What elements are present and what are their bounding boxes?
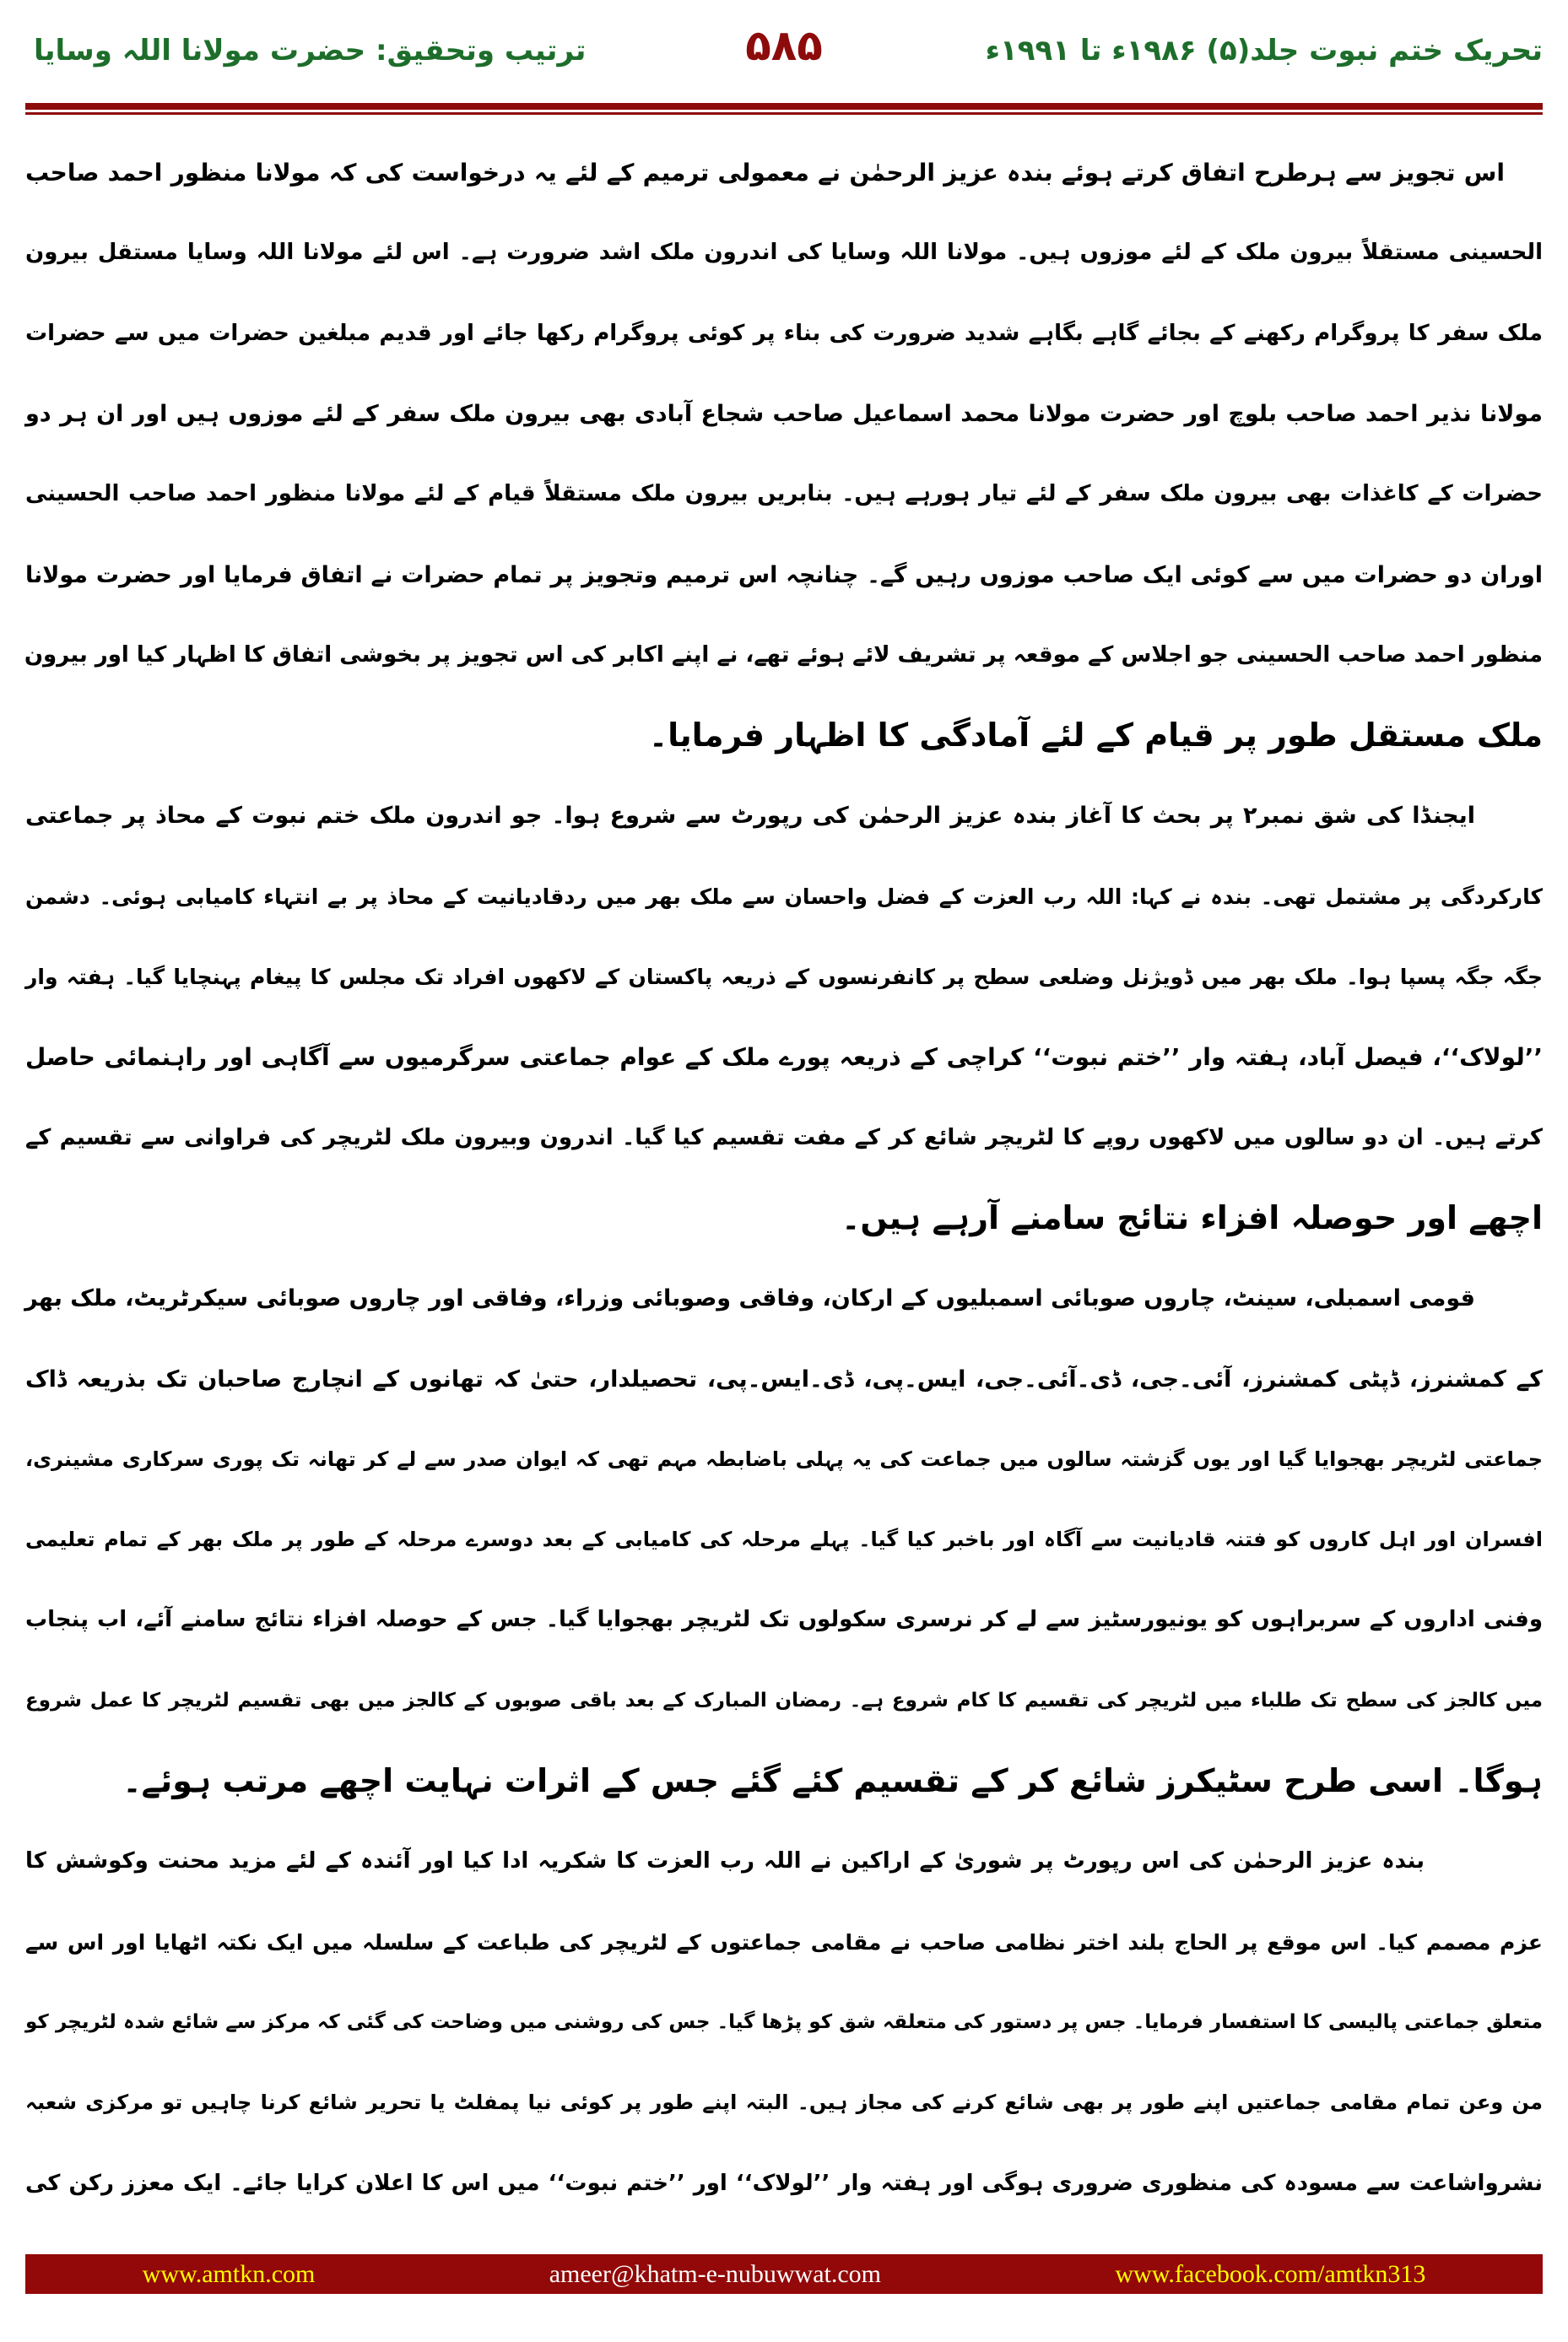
text-line: قومی اسمبلی، سینٹ، چاروں صوبائی اسمبلیوں کے ارکان، وفاقی وصوبائی وزراء، وفاقی اور چاروں صوبائی سیکرٹریٹ، ملک بھر: [24, 1285, 1475, 1312]
text-line: کارکردگی پر مشتمل تھی۔ بندہ نے کہا: اللہ رب العزت کے فضل واحسان سے ملک بھر میں ردقادیانیت کے محاذ پر بے انتہاء کامیابی ہوئی۔ دشمن: [25, 884, 1543, 909]
text-line: حضرات کے کاغذات بھی بیرون ملک سفر کے لئے تیار ہورہے ہیں۔ بنابریں بیرون ملک مستقلاً قیام کے لئے مولانا منظور احمد صاحب الحسینی: [25, 481, 1543, 507]
facebook-link[interactable]: www.facebook.com/amtkn313: [1115, 2259, 1426, 2288]
text-line: میں کالجز کی سطح تک طلباء میں لٹریچر کی تقسیم کا کام شروع ہے۔ رمضان المبارک کے بعد باقی صوبوں کے کالجز میں بھی تقسیم لٹریچر کا عمل شروع: [25, 1689, 1543, 1712]
text-line: ایجنڈا کی شق نمبر۲ پر بحث کا آغاز بندہ عزیز الرحمٰن کی رپورٹ سے شروع ہوا۔ جو اندرون ملک ختم نبوت کے محاذ پر جماعتی: [25, 803, 1476, 830]
text-line: الحسینی مستقلاً بیرون ملک کے لئے موزوں ہیں۔ مولانا اللہ وسایا کی اندرون ملک اشد ضرورت ہے۔ اس لئے مولانا اللہ وسایا مستقل بیرون: [25, 240, 1543, 266]
text-line: منظور احمد صاحب الحسینی جو اجلاس کے موقعہ پر تشریف لائے ہوئے تھے، نے اپنے اکابر کی اس تجویز پر بخوشی اتفاق کا اظہار کیا اور بیرون: [24, 641, 1543, 668]
text-line: کے کمشنرز، ڈپٹی کمشنرز، آئی۔جی، ڈی۔آئی۔جی، ایس۔پی، ڈی۔ایس۔پی، تحصیلدار، حتیٰ کہ تھانوں کے انچارج صاحبان تک بذریعہ ڈاک: [25, 1366, 1543, 1393]
text-line: اوران دو حضرات میں سے کوئی ایک صاحب موزوں رہیں گے۔ چنانچہ اس ترمیم وتجویز پر تمام حضرات نے اتفاق فرمایا اور حضرت مولانا: [25, 561, 1543, 588]
header-divider-thin: [25, 112, 1543, 115]
text-line: مولانا نذیر احمد صاحب بلوچ اور حضرت مولانا محمد اسماعیل صاحب شجاع آبادی بھی بیرون ملک سفر کے لئے موزوں ہیں اور ان ہر دو: [25, 400, 1543, 427]
text-line: وفنی اداروں کے سربراہوں کو یونیورسٹیز سے لے کر نرسری سکولوں تک لٹریچر بھجوایا گیا۔ جس کے حوصلہ افزاء نتائج سامنے آئے، اب پنجاب: [25, 1607, 1543, 1633]
website-link[interactable]: www.amtkn.com: [142, 2259, 316, 2288]
text-line: جگہ جگہ پسپا ہوا۔ ملک بھر میں ڈویژنل وضلعی سطح پر کانفرنسوں کے ذریعہ پاکستان کے لاکھوں افراد تک مجلس کا پیغام پہنچایا گیا۔ ہفتہ وار: [25, 965, 1543, 989]
text-line: افسران اور اہل کاروں کو فتنہ قادیانیت سے آگاہ اور باخبر کیا گیا۔ پہلے مرحلہ کی کامیابی کے بعد دوسرے مرحلہ کے طور پر ملک بھر کے تمام تعلیمی: [25, 1528, 1543, 1552]
compiler-credit: ترتیب وتحقیق: حضرت مولانا اللہ وسایا: [34, 34, 587, 68]
text-line: جماعتی لٹریچر بھجوایا گیا اور یوں گزشتہ سالوں میں جماعت کی یہ پہلی باضابطہ مہم تھی کہ ایوان صدر سے لے کر تھانہ تک پوری سرکاری مشینری،: [25, 1447, 1543, 1471]
text-line: اچھے اور حوصلہ افزاء نتائج سامنے آرہے ہیں۔: [841, 1198, 1543, 1236]
text-line: عزم مصمم کیا۔ اس موقع پر الحاج بلند اختر نظامی صاحب نے مقامی جماعتوں کے لٹریچر کی طباعت کے سلسلہ میں ایک نکتہ اٹھایا اور اس سے: [25, 1929, 1543, 1955]
text-line: اس تجویز سے ہرطرح اتفاق کرتے ہوئے بندہ عزیز الرحمٰن نے معمولی ترمیم کے لئے یہ درخواست کی کہ مولانا منظور احمد صاحب: [25, 159, 1505, 187]
text-line: ’’لولاک‘‘، فیصل آباد، ہفتہ وار ’’ختم نبوت‘‘ کراچی کے ذریعہ پورے ملک کے عوام جماعتی سرگرمیوں سے آگاہی اور راہنمائی حاصل: [25, 1043, 1543, 1072]
book-title: تحریک ختم نبوت جلد(۵) ۱۹۸۶ء تا ۱۹۹۱ء: [985, 34, 1543, 68]
text-line: ملک مستقل طور پر قیام کے لئے آمادگی کا اظہار فرمایا۔: [648, 717, 1543, 755]
text-line: ملک سفر کا پروگرام رکھنے کے بجائے گاہے بگاہے شدید ضرورت کی بناء پر کوئی پروگرام رکھا جائے اور قدیم مبلغین حضرات میں سے حضرات: [25, 320, 1543, 346]
page-number: ۵۸۵: [745, 21, 823, 70]
email-link[interactable]: ameer@khatm-e-nubuwwat.com: [549, 2259, 882, 2288]
header-divider-thick: [25, 103, 1543, 110]
text-line: بندہ عزیز الرحمٰن کی اس رپورٹ پر شوریٰ کے اراکین نے اللہ رب العزت کا شکریہ ادا کیا اور آئندہ کے لئے مزید محنت وکوشش کا: [25, 1848, 1425, 1874]
footer-bar: [25, 2254, 1543, 2294]
text-line: ہوگا۔ اسی طرح سٹیکرز شائع کر کے تقسیم کئے گئے جس کے اثرات نہایت اچھے مرتب ہوئے۔: [122, 1762, 1543, 1799]
text-line: من وعن تمام مقامی جماعتیں اپنے طور پر بھی شائع کرنے کی مجاز ہیں۔ البتہ اپنے طور پر کوئی نیا پمفلٹ یا تحریر شائع کرنا چاہیں تو مرکزی شعبہ: [25, 2090, 1543, 2115]
text-line: نشرواشاعت سے مسودہ کی منظوری ضروری ہوگی اور ہفتہ وار ’’لولاک‘‘ اور ’’ختم نبوت‘‘ میں اس کا اعلان کرایا جائے۔ ایک معزز رکن کی: [25, 2170, 1543, 2196]
text-line: کرتے ہیں۔ ان دو سالوں میں لاکھوں روپے کا لٹریچر شائع کر کے مفت تقسیم کیا گیا۔ اندرون وبیرون ملک لٹریچر کی فراوانی سے تقسیم کے: [25, 1124, 1543, 1150]
text-line: متعلق جماعتی پالیسی کا استفسار فرمایا۔ جس پر دستور کی متعلقہ شق کو پڑھا گیا۔ جس کی روشنی میں وضاحت کی گئی کہ مرکز سے شائع شدہ لٹریچر کو: [25, 2010, 1543, 2033]
